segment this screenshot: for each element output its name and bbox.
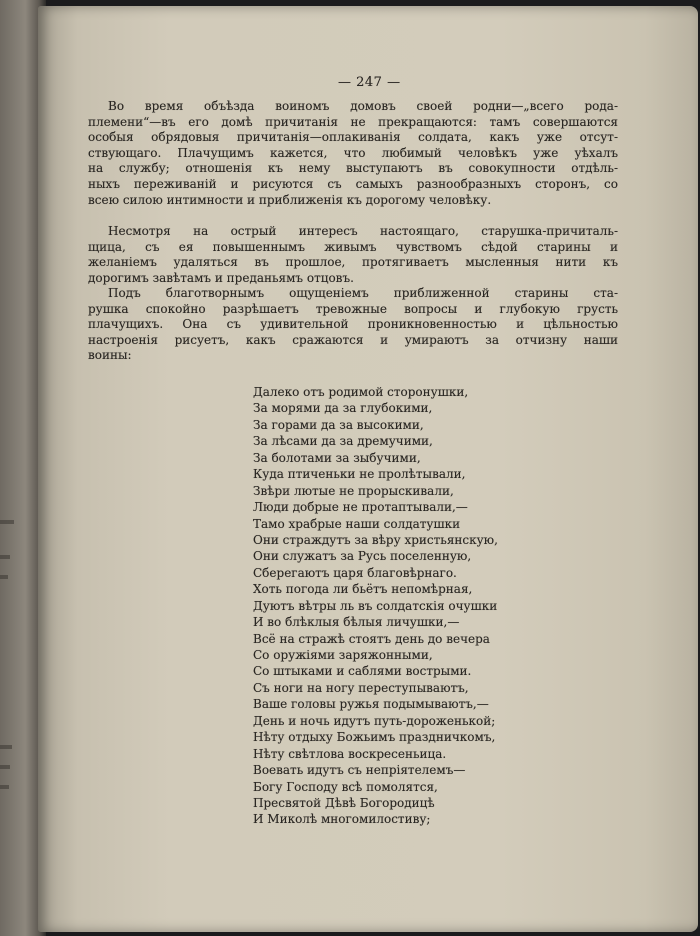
poem-line: И Миколѣ многомилостиву; bbox=[253, 812, 431, 827]
left-page-fragment bbox=[0, 785, 9, 789]
poem-line: Нѣту отдыху Божьимъ праздничкомъ, bbox=[253, 730, 496, 745]
poem-line: Воевать идутъ съ непріятелемъ— bbox=[253, 763, 466, 778]
poem-line: За лѣсами да за дремучими, bbox=[253, 434, 433, 449]
left-page-fragment bbox=[0, 575, 8, 579]
text-line: Во время объѣзда воиномъ домовъ своей родни—„всего рода- bbox=[108, 99, 618, 113]
text-line: ствующаго. Плачущимъ кажется, что любимый человѣкъ уже уѣхалъ bbox=[88, 145, 618, 160]
paragraph-2 bbox=[88, 224, 618, 286]
text-line: желаніемъ удаляться въ прошлое, протягиваетъ мысленныя нити къ bbox=[88, 255, 618, 270]
text-line: племени“—въ его домѣ причитанія не прекращаются: тамъ совершаются bbox=[88, 114, 618, 129]
poem-line: Сберегаютъ царя благовѣрнаго. bbox=[253, 565, 457, 580]
poem-line: Съ ноги на ногу переступываютъ, bbox=[253, 680, 469, 695]
poem-line: Со оружіями заряжонными, bbox=[253, 648, 433, 662]
book-page bbox=[38, 6, 698, 932]
poem-line: Далеко отъ родимой сторонушки, bbox=[253, 385, 469, 399]
text-line: рушка спокойно разрѣшаетъ тревожные вопросы и глубокую грусть bbox=[88, 301, 618, 316]
poem-line: Пресвятой Дѣвѣ Богородицѣ bbox=[253, 795, 435, 810]
text-line: щица, съ ея повышеннымъ живымъ чувствомъ сѣдой старины и bbox=[88, 239, 618, 254]
poem-line: Нѣту свѣтлова воскресеньица. bbox=[253, 746, 447, 761]
text-line: воины: bbox=[88, 348, 132, 363]
paragraph-1 bbox=[88, 99, 618, 208]
left-page-fragment bbox=[0, 520, 14, 524]
text-line: Несмотря на острый интересъ настоящаго, старушка-причиталь- bbox=[108, 224, 618, 238]
text-line: настроенія рисуетъ, какъ сражаются и умираютъ за отчизну наши bbox=[88, 332, 618, 347]
poem-line: Богу Господу всѣ помолятся, bbox=[253, 779, 438, 794]
poem-line: Дуютъ вѣтры ль въ солдатскія очушки bbox=[253, 598, 498, 613]
text-line: плачущихъ. Она съ удивительной проникновенностью и цѣльностью bbox=[88, 317, 618, 332]
poem-line: День и ночь идутъ путь-дороженькой; bbox=[253, 713, 496, 728]
poem-line: За морями да за глубокими, bbox=[253, 401, 433, 416]
text-line: всею силою интимности и приближенія къ дорогому человѣку. bbox=[88, 192, 492, 207]
text-line: ныхъ переживаній и рисуются съ самыхъ разнообразныхъ сторонъ, со bbox=[88, 176, 618, 191]
poem-line: За болотами за зыбучими, bbox=[253, 450, 421, 465]
text-line: особыя обрядовыя причитанія—оплакиванія солдата, какъ уже отсут- bbox=[88, 130, 618, 145]
poem-line: Они страждутъ за вѣру христьянскую, bbox=[253, 532, 498, 547]
poem bbox=[253, 384, 613, 828]
poem-line: Тамо храбрые наши солдатушки bbox=[253, 516, 461, 531]
poem-line: И во блѣклыя бѣлыя личушки,— bbox=[253, 615, 460, 630]
text-line: Подъ благотворнымъ ощущеніемъ приближенной старины ста- bbox=[108, 286, 618, 300]
poem-line: Со штыками и саблями вострыми. bbox=[253, 664, 472, 679]
text-line: на службу; отношенія къ нему выступаютъ въ совокупности отдѣль- bbox=[88, 161, 618, 176]
poem-line: Они служатъ за Русь поселенную, bbox=[253, 549, 472, 564]
poem-line: Люди добрые не протаптывали,— bbox=[253, 500, 468, 515]
left-page-fragment bbox=[0, 555, 10, 559]
poem-line: Звѣри лютые не прорыскивали, bbox=[253, 483, 454, 498]
left-page-fragment bbox=[0, 765, 10, 769]
left-page-fragment bbox=[0, 745, 12, 749]
poem-line: Всё на стражѣ стоятъ день до вечера bbox=[253, 631, 490, 646]
poem-line: Хоть погода ли бьётъ непомѣрная, bbox=[253, 582, 473, 597]
text-line: дорогимъ завѣтамъ и преданьямъ отцовъ. bbox=[88, 270, 354, 285]
poem-line: Ваше головы ружья подымываютъ,— bbox=[253, 697, 489, 712]
poem-line: Куда птиченьки не пролѣтывали, bbox=[253, 467, 466, 482]
paragraph-3 bbox=[88, 286, 618, 364]
poem-line: За горами да за высокими, bbox=[253, 417, 424, 432]
page-number: — 247 — bbox=[338, 75, 401, 90]
